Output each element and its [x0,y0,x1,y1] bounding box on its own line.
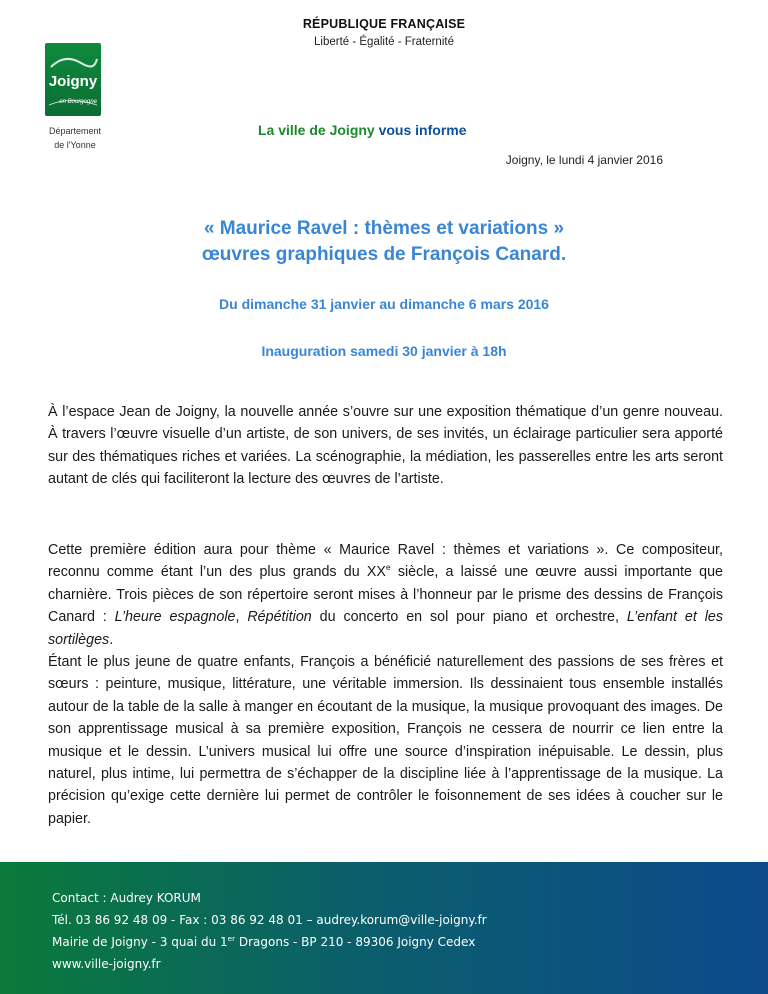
footer-address-superscript: er [227,934,236,943]
paragraph-biography: Étant le plus jeune de quatre enfants, François a bénéficié naturellement des passions de ses frères et sœurs : peinture, musique, littérature, une véritable immersion. Ils dessinaient tous ensemble installés autour de la table de la salle à manger en écoutant de la musique, la musique provoquant des images. De son apprentissage musical à sa première exposition, François ne cessera de nourrir ce lien entre la musique et le dessin. L’univers musical lui offre une source d’inspiration inépuisable. Le dessin, plus naturel, plus intime, lui permettra de s’échapper de la discipline liée à l’apprentissage de la musique. La précision qu’exige cette dernière lui permet de contrôler le foisonnement de ses idées à coucher sur le papier. [48,654,723,827]
inauguration-date: Inauguration samedi 30 janvier à 18h [261,343,507,359]
work-title-3: L’enfant et les sortilèges [48,609,723,648]
press-title-line-1: « Maurice Ravel : thèmes et variations » [203,218,565,239]
theme-text-b: siècle, a laissé une œuvre aussi importante que charnière. Trois pièces de son répertoire seront mises à l’honneur par le prisme des dessins de François Canard : [48,564,723,626]
tagline-green: La ville de Joigny [258,122,375,138]
footer-contact-block [52,887,487,975]
contact-footer [0,862,768,994]
footer-website: www.ville-joigny.fr [52,957,161,971]
press-title [0,216,768,268]
press-title-line-2: œuvres graphiques de François Canard. [201,244,567,265]
theme-text-a: Cette première édition aura pour thème « Maurice Ravel : thèmes et variations ». Ce compositeur, reconnu comme étant l’un des plus grands du XX [48,542,723,581]
theme-text-c: , [235,609,248,626]
exhibition-dates: Du dimanche 31 janvier au dimanche 6 mars 2016 [219,296,549,312]
department-line-1: Département [48,126,102,136]
tagline-blue: vous informe [374,122,467,138]
footer-address-a: Mairie de Joigny - 3 quai du 1 [52,935,228,949]
republic-heading: RÉPUBLIQUE FRANÇAISE [302,17,466,31]
theme-text-e: . [109,631,114,648]
footer-address [52,931,487,953]
body-paragraph-2 [48,539,723,830]
department-line-2: de l'Yonne [54,140,96,150]
theme-superscript: e [385,562,391,573]
theme-text-d: du concerto en sol pour piano et orchestre, [311,609,627,626]
footer-phone-email: Tél. 03 86 92 48 09 - Fax : 03 86 92 48 01 – audrey.korum@ville-joigny.fr [52,913,487,927]
tagline [258,122,467,138]
logo-subtitle: en Bourgogne [59,99,97,105]
paragraph-intro: À l’espace Jean de Joigny, la nouvelle année s’ouvre sur une exposition thématique d’un genre nouveau. À travers l’œuvre visuelle d’un artiste, de son univers, de ses invités, un éclairage particulier sera apporté sur des thématiques riches et variées. La scénographie, la médiation, les passerelles entre les arts seront autant de clés qui faciliteront la lecture des œuvres de l’artiste. [48,404,723,488]
republic-motto: Liberté - Égalité - Fraternité [314,36,454,48]
body-paragraph-1 [48,401,723,491]
footer-contact-name: Contact : Audrey KORUM [52,891,201,905]
footer-address-b: Dragons - BP 210 - 89306 Joigny Cedex [235,935,476,949]
work-title-2: Répétition [247,609,312,626]
paragraph-theme [48,539,723,651]
document-date: Joigny, le lundi 4 janvier 2016 [505,153,663,167]
work-title-1: L’heure espagnole [114,609,236,626]
logo-name: Joigny [48,73,98,90]
department-label [40,124,110,152]
joigny-logo [45,43,101,116]
